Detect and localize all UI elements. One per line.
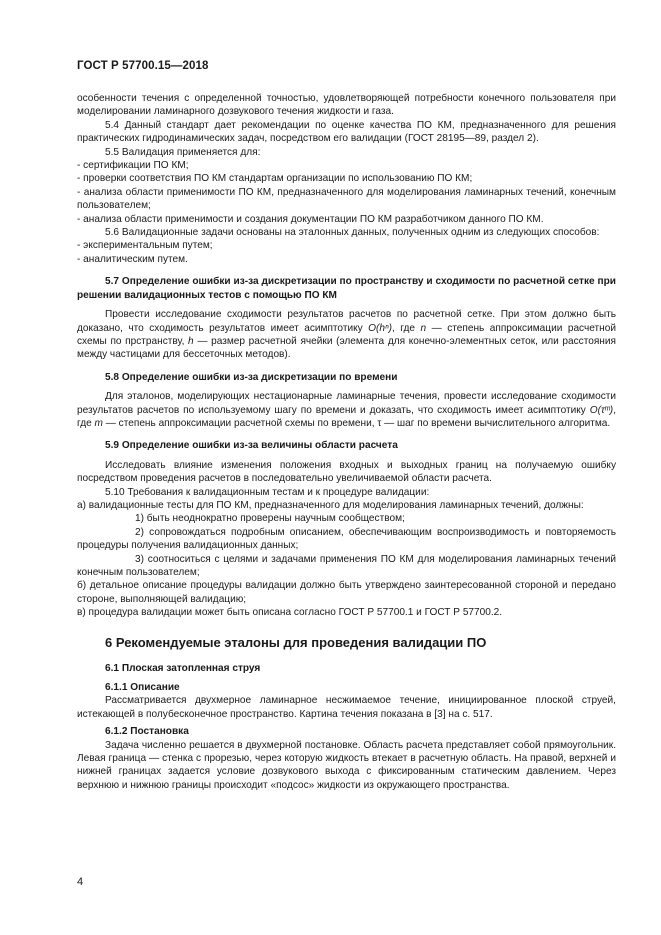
variable: n (420, 322, 427, 334)
section-body-5-9: Исследовать влияние изменения положения входных и выходных границ на получаемую ошибку посредством проведения расчетов в последовательно увеличиваемой области расчета. (77, 459, 616, 485)
list-item-a3: 3) соотноситься с целями и задачами применения ПО КМ для моделирования ламинарных течений конечным пользователем; (77, 553, 616, 578)
paragraph-5-4: 5.4 Данный стандарт дает рекомендации по оценке качества ПО КМ, предназначенного для решения практических гидродинамических задач, посредством его валидации (ГОСТ 28195—89, раздел 2). (77, 119, 616, 145)
list-item: - аналитическим путем. (77, 253, 188, 265)
list-item: - экспериментальным путем; (77, 240, 213, 252)
text-run: Для эталонов, моделирующих нестационарные ламинарные течения, провести исследование сходимости результатов расчетов по используемому шагу по времени и доказать, что сходимость имеет асимптотику (77, 391, 616, 416)
section-heading-6: 6 Рекомендуемые эталоны для проведения валидации ПО (105, 634, 487, 650)
list-item: - проверки соответствия ПО КМ стандартам организации по использованию ПО КМ; (77, 173, 473, 185)
text-run: — размер расчетной ячейки (элемента для конечно-элементных сеток, или расстояния между частицами для бессеточных методов). (77, 335, 616, 361)
page-number: 4 (77, 876, 84, 888)
section-body-6-1-2: Задача численно решается в двухмерной постановке. Область расчета представляет собой прямоугольник. Левая граница — стенка с прорезью, через которую жидкость втекает в расчетную область. На правой, верхней и нижней границах задается условие дозвукового выхода с фиксированным статическим давлением. Через верхнюю и нижнюю границы происходит «подсос» жидкости из окружающего пространства. (77, 739, 616, 791)
paragraph-5-10: 5.10 Требования к валидационным тестам и к процедуре валидации: (105, 486, 430, 498)
section-heading-6-1-1: 6.1.1 Описание (105, 682, 180, 694)
section-body-5-7 (77, 308, 616, 362)
document-body (77, 92, 616, 792)
text-run: — степень аппроксимации расчетной схемы по прстранству, (77, 322, 616, 347)
list-item-b: б) детальное описание процедуры валидации должно быть утверждено заинтересованной стороной и передано стороне, выполняющей валидацию; (77, 580, 616, 605)
section-heading-6-1: 6.1 Плоская затопленная струя (105, 662, 261, 674)
paragraph-5-6: 5.6 Валидационные задачи основаны на эталонных данных, полученных одним из следующих способов: (105, 227, 600, 239)
section-heading-5-9: 5.9 Определение ошибки из-за величины области расчета (105, 440, 398, 452)
standard-header: ГОСТ Р 57700.15—2018 (77, 60, 209, 72)
section-body-5-8 (77, 390, 616, 430)
list-item-a2: 2) сопровождаться подробным описанием, обеспечивающим воспроизводимость и повторяемость процедуры получения валидационных данных; (77, 526, 616, 552)
text-run: , где (392, 322, 416, 334)
section-heading-5-8: 5.8 Определение ошибки из-за дискретизации по времени (105, 371, 398, 383)
formula: O(τᵐ) (589, 404, 614, 416)
section-heading-5-7: 5.7 Определение ошибки из-за дискретизации по пространству и сходимости по расчетной сетке при решении валидационных тестов с помощью ПО КМ (77, 276, 616, 301)
list-item-a1: 1) быть неоднократно проверены научным сообществом; (135, 513, 405, 525)
paragraph-5-5: 5.5 Валидация применяется для: (105, 146, 261, 158)
list-item-a: а) валидационные тесты для ПО КМ, предназначенного для моделирования ламинарных течений, должны: (77, 499, 584, 511)
list-item: - анализа области применимости ПО КМ, предназначенного для моделирования ламинарных течений, конечным пользователем; (77, 186, 616, 212)
section-body-6-1-1: Рассматривается двухмерное ламинарное несжимаемое течение, инициированное плоской струей, истекающей в полубесконечное пространство. Картина течения показана в [3] на с. 517. (77, 695, 616, 720)
list-item: - сертификации ПО КМ; (77, 160, 189, 172)
paragraph: особенности течения с определенной точностью, удовлетворяющей потребности конечного пользователя при моделировании ламинарного дозвукового течения жидкости и газа. (77, 93, 616, 118)
list-item: - анализа области применимости и создания документации ПО КМ разработчиком данного ПО КМ. (77, 213, 544, 225)
formula: O(hⁿ) (368, 322, 393, 334)
variable: h (188, 335, 194, 347)
text-run: — степень аппроксимации расчетной схемы по времени, τ — шаг по времени вычислительного алгоритма. (105, 417, 611, 429)
text-run: , где (77, 404, 616, 429)
section-heading-6-1-2: 6.1.2 Постановка (105, 726, 189, 738)
list-item-c: в) процедура валидации может быть описана согласно ГОСТ Р 57700.1 и ГОСТ Р 57700.2. (77, 607, 503, 619)
text-run: Провести исследование сходимости результатов расчетов по расчетной сетке. При этом должно быть доказано, что сходимость результатов имеет асимптотику (77, 309, 616, 334)
variable: m (94, 417, 103, 429)
